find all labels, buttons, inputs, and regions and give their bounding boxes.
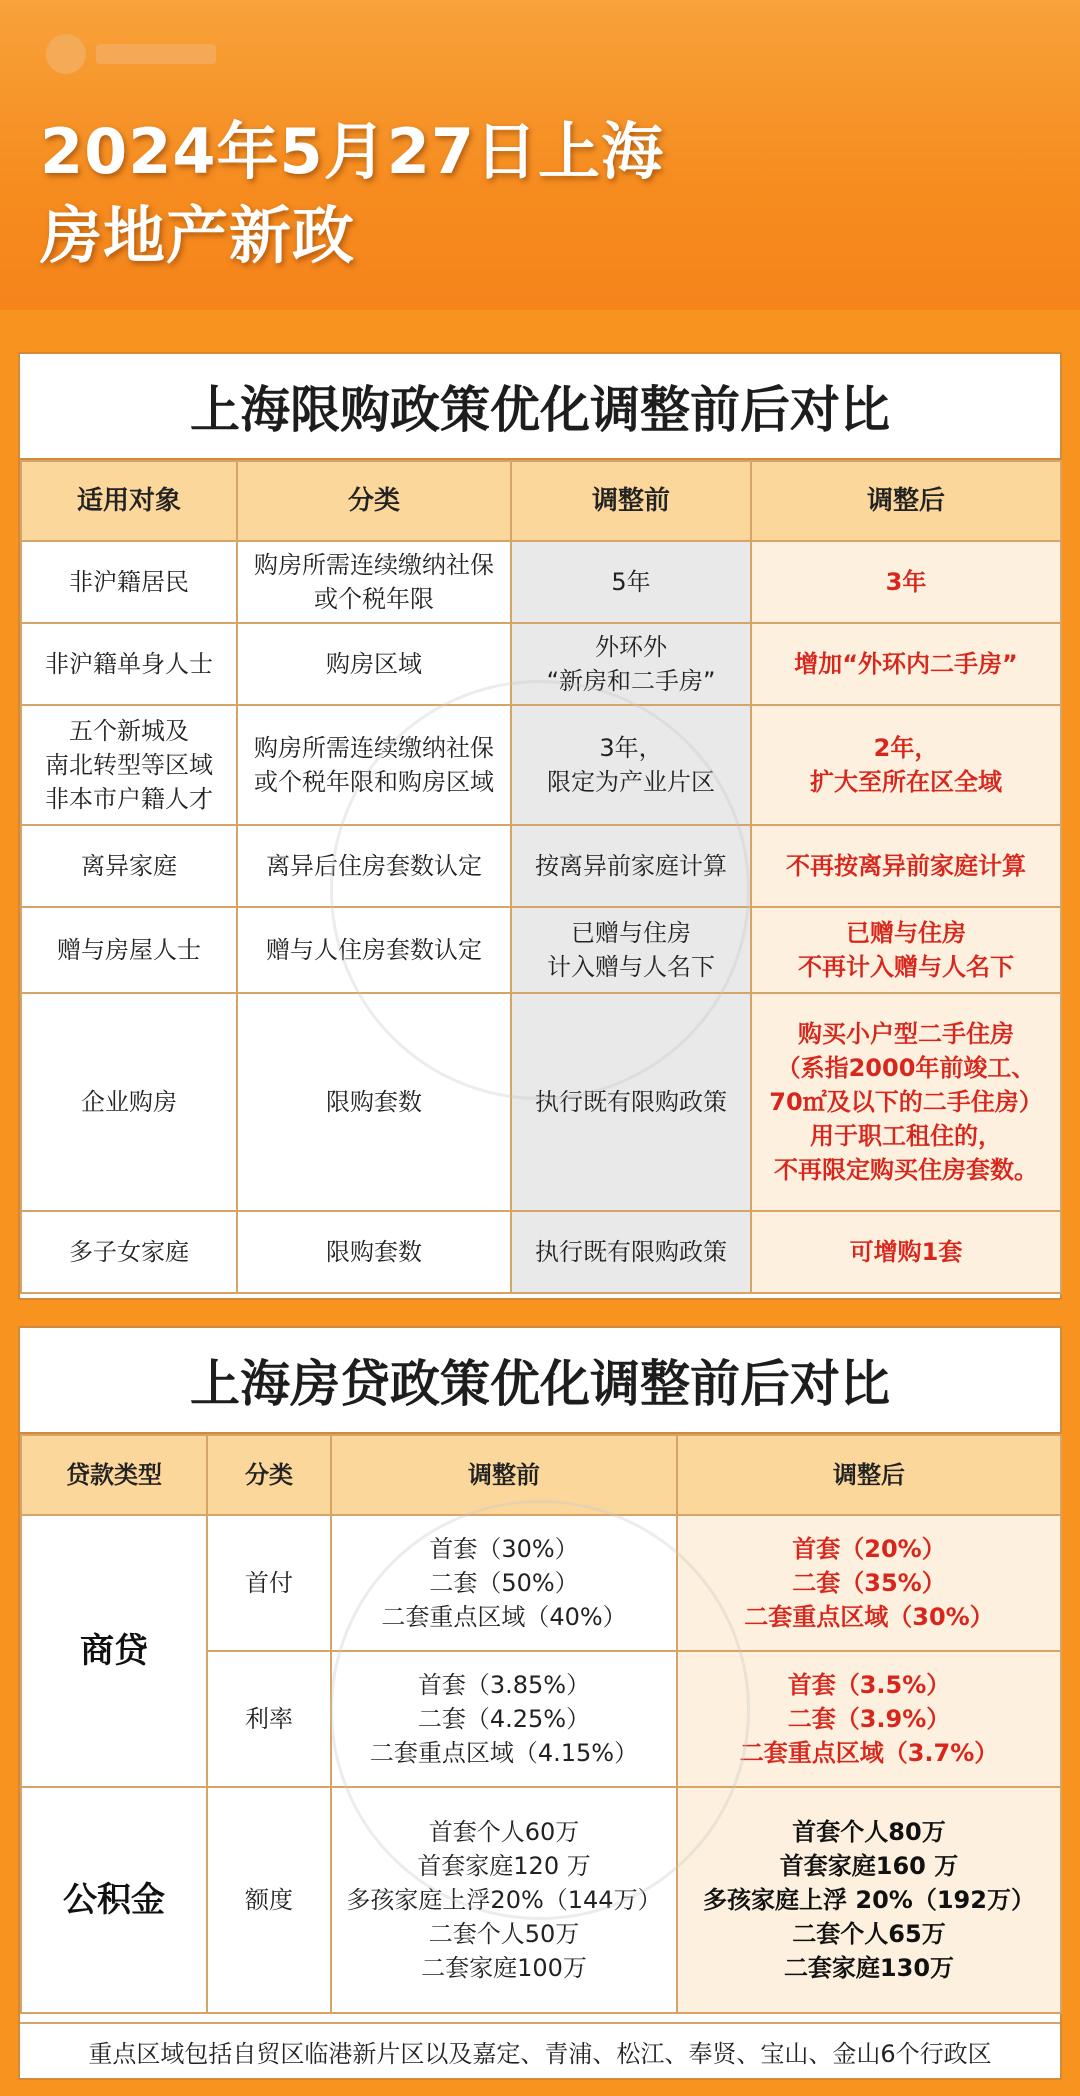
- purchase-table: [20, 460, 1062, 1294]
- cell-category: 限购套数: [237, 993, 511, 1211]
- loan-table-title: 上海房贷政策优化调整前后对比: [20, 1328, 1060, 1434]
- header-before: 调整前: [331, 1435, 677, 1515]
- header-after: 调整后: [677, 1435, 1061, 1515]
- cell-after: 不再按离异前家庭计算: [751, 825, 1061, 907]
- cell-category: 离异后住房套数认定: [237, 825, 511, 907]
- cell-after: 首套个人80万 首套家庭160 万 多孩家庭上浮 20%（192万） 二套个人65万 二套家庭130万: [677, 1787, 1061, 2013]
- cell-before: 已赠与住房 计入赠与人名下: [511, 907, 751, 993]
- cell-before: 5年: [511, 541, 751, 623]
- purchase-policy-card: [18, 352, 1062, 1300]
- table-row: [21, 1515, 1061, 1651]
- table-row: [21, 541, 1061, 623]
- cell-category: 赠与人住房套数认定: [237, 907, 511, 993]
- header-target: 适用对象: [21, 461, 237, 541]
- cell-commercial-loan: 商贷: [21, 1515, 207, 1787]
- cell-after: 已赠与住房 不再计入赠与人名下: [751, 907, 1061, 993]
- cell-category: 购房所需连续缴纳社保 或个税年限和购房区域: [237, 705, 511, 825]
- table-row: [21, 993, 1061, 1211]
- purchase-header-row: [21, 461, 1061, 541]
- header-loan-type: 贷款类型: [21, 1435, 207, 1515]
- cell-category: 利率: [207, 1651, 331, 1787]
- cell-after: 可增购1套: [751, 1211, 1061, 1293]
- page-title: [40, 110, 1040, 278]
- cell-target: 多子女家庭: [21, 1211, 237, 1293]
- title-line-1: 2024年5月27日上海: [40, 115, 664, 188]
- logo-placeholder: [96, 44, 216, 64]
- purchase-table-title: 上海限购政策优化调整前后对比: [20, 354, 1060, 460]
- footnote: 重点区域包括自贸区临港新片区以及嘉定、青浦、松江、奉贤、宝山、金山6个行政区: [20, 2022, 1060, 2078]
- header-category: 分类: [207, 1435, 331, 1515]
- cell-category: 购房所需连续缴纳社保 或个税年限: [237, 541, 511, 623]
- cell-before: 执行既有限购政策: [511, 993, 751, 1211]
- header-category: 分类: [237, 461, 511, 541]
- table-row: [21, 907, 1061, 993]
- cell-category: 购房区域: [237, 623, 511, 705]
- cell-after: 首套（20%） 二套（35%） 二套重点区域（30%）: [677, 1515, 1061, 1651]
- title-line-2: 房地产新政: [40, 199, 356, 272]
- header-after: 调整后: [751, 461, 1061, 541]
- loan-policy-card: [18, 1326, 1062, 2080]
- cell-category: 限购套数: [237, 1211, 511, 1293]
- cell-after: 2年， 扩大至所在区全域: [751, 705, 1061, 825]
- cell-after: 3年: [751, 541, 1061, 623]
- cell-after: 增加“外环内二手房”: [751, 623, 1061, 705]
- cell-before: 执行既有限购政策: [511, 1211, 751, 1293]
- cell-target: 非沪籍居民: [21, 541, 237, 623]
- cell-provident-fund: 公积金: [21, 1787, 207, 2013]
- loan-header-row: [21, 1435, 1061, 1515]
- cell-target: 企业购房: [21, 993, 237, 1211]
- header-before: 调整前: [511, 461, 751, 541]
- cell-after: 首套（3.5%） 二套（3.9%） 二套重点区域（3.7%）: [677, 1651, 1061, 1787]
- table-row: [21, 705, 1061, 825]
- cell-before: 首套（30%） 二套（50%） 二套重点区域（40%）: [331, 1515, 677, 1651]
- cell-category: 额度: [207, 1787, 331, 2013]
- table-row: [21, 623, 1061, 705]
- header-banner: [0, 0, 1080, 310]
- cell-before: 3年， 限定为产业片区: [511, 705, 751, 825]
- logo-icon: [46, 34, 86, 74]
- cell-before: 按离异前家庭计算: [511, 825, 751, 907]
- cell-after: 购买小户型二手住房 （系指2000年前竣工、 70㎡及以下的二手住房） 用于职工租住的， 不再限定购买住房套数。: [751, 993, 1061, 1211]
- cell-category: 首付: [207, 1515, 331, 1651]
- table-row: [21, 1211, 1061, 1293]
- cell-target: 五个新城及 南北转型等区域 非本市户籍人才: [21, 705, 237, 825]
- cell-target: 非沪籍单身人士: [21, 623, 237, 705]
- table-row: [21, 1787, 1061, 2013]
- table-row: [21, 825, 1061, 907]
- cell-before: 首套个人60万 首套家庭120 万 多孩家庭上浮20%（144万） 二套个人50万 二套家庭100万: [331, 1787, 677, 2013]
- loan-table: [20, 1434, 1062, 2014]
- cell-target: 离异家庭: [21, 825, 237, 907]
- cell-before: 首套（3.85%） 二套（4.25%） 二套重点区域（4.15%）: [331, 1651, 677, 1787]
- cell-before: 外环外 “新房和二手房”: [511, 623, 751, 705]
- cell-target: 赠与房屋人士: [21, 907, 237, 993]
